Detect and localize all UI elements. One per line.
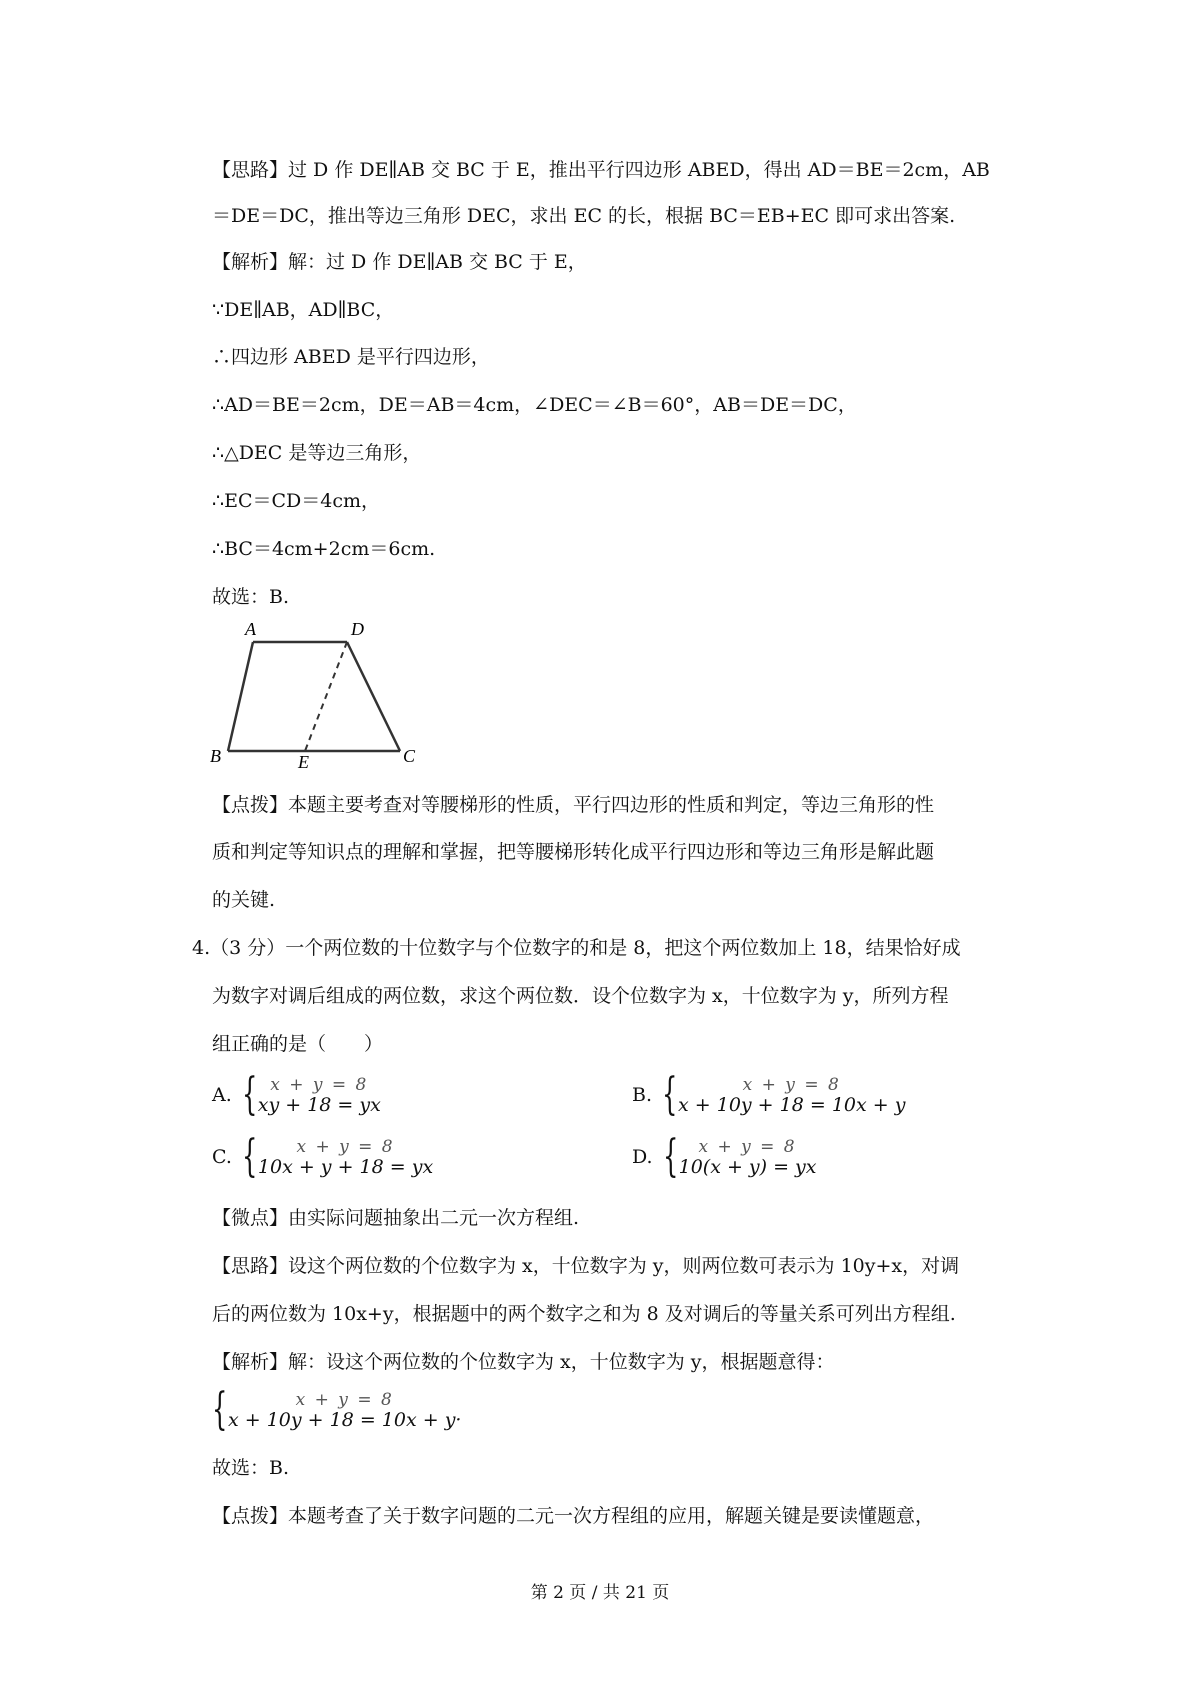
option-c <box>212 1131 434 1182</box>
page-footer: 第 2 页 / 共 21 页 <box>530 1583 670 1603</box>
equation-system <box>241 1069 381 1120</box>
text-line: 【点拨】本题主要考查对等腰梯形的性质，平行四边形的性质和判定，等边三角形的性 <box>212 794 935 816</box>
answer-system <box>212 1384 462 1435</box>
question-line: 为数字对调后组成的两位数，求这个两位数．设个位数字为 x，十位数字为 y，所列方程 <box>212 985 949 1007</box>
text-line: 【思路】过 D 作 DE∥AB 交 BC 于 E，推出平行四边形 ABED，得出 AD＝BE＝2cm，AB <box>212 159 990 181</box>
edge-ab <box>228 642 253 751</box>
option-label: C. <box>212 1146 232 1168</box>
text-line: 故选：B. <box>212 586 290 608</box>
equation-1: x + y = 8 <box>270 1075 369 1095</box>
text-line: ∴AD＝BE＝2cm，DE＝AB＝4cm，∠DEC＝∠B＝60°，AB＝DE＝DC， <box>212 394 857 416</box>
question-line: 组正确的是（ ） <box>212 1033 384 1055</box>
brace-icon: { <box>662 1069 678 1120</box>
text-line: ∵DE∥AB，AD∥BC， <box>212 299 395 321</box>
trapezoid-figure <box>205 620 435 770</box>
equation-system <box>212 1384 462 1435</box>
brace-icon: { <box>241 1131 258 1182</box>
text-line: 质和判定等知识点的理解和掌握，把等腰梯形转化成平行四边形和等边三角形是解此题 <box>212 841 935 863</box>
text-line: 【点拨】本题考查了关于数字问题的二元一次方程组的应用，解题关键是要读懂题意， <box>212 1505 935 1527</box>
option-label: D. <box>632 1146 653 1168</box>
text-line: ∴EC＝CD＝4cm， <box>212 490 381 512</box>
option-a <box>212 1069 381 1120</box>
equation-2: 10x + y + 18 = yx <box>257 1156 434 1178</box>
vertex-label-c: C <box>403 746 416 766</box>
text-line: 【解析】解：设这个两位数的个位数字为 x，十位数字为 y，根据题意得： <box>212 1351 835 1373</box>
vertex-label-d: D <box>351 620 364 639</box>
equation-1: x + y = 8 <box>295 1390 394 1410</box>
text-line: ∴△DEC 是等边三角形， <box>212 442 422 464</box>
vertex-label-e: E <box>298 752 309 770</box>
option-label: B. <box>632 1084 653 1106</box>
text-line: 【解析】解：过 D 作 DE∥AB 交 BC 于 E， <box>212 251 587 273</box>
option-d <box>632 1131 817 1182</box>
question-line: 4.（3 分）一个两位数的十位数字与个位数字的和是 8，把这个两位数加上 18，结果恰好成 <box>192 937 961 959</box>
text-line: 【思路】设这个两位数的个位数字为 x，十位数字为 y，则两位数可表示为 10y+x，对调 <box>212 1255 960 1277</box>
equation-2: x + 10y + 18 = 10x + y <box>678 1094 906 1116</box>
option-b <box>632 1069 906 1120</box>
text-line: 的关键. <box>212 889 276 911</box>
equation-1: x + y = 8 <box>698 1137 797 1157</box>
edge-de-dashed <box>305 642 347 751</box>
vertex-label-b: B <box>210 746 221 766</box>
text-line: 【微点】由实际问题抽象出二元一次方程组. <box>212 1207 580 1229</box>
edge-dc <box>347 642 400 751</box>
brace-icon: { <box>212 1384 228 1435</box>
equation-2: x + 10y + 18 = 10x + y· <box>228 1409 462 1431</box>
text-line: 故选：B. <box>212 1457 290 1479</box>
brace-icon: { <box>241 1069 258 1120</box>
equation-1: x + y = 8 <box>742 1075 841 1095</box>
brace-icon: { <box>662 1131 679 1182</box>
equation-2: xy + 18 = yx <box>257 1094 381 1116</box>
equation-2: 10(x + y) = yx <box>678 1156 817 1178</box>
equation-1: x + y = 8 <box>296 1137 395 1157</box>
text-line: ∴四边形 ABED 是平行四边形， <box>212 346 490 368</box>
equation-system <box>241 1131 434 1182</box>
text-line: ∴BC＝4cm+2cm＝6cm. <box>212 538 436 560</box>
equation-system <box>662 1069 906 1120</box>
option-label: A. <box>212 1084 232 1106</box>
text-line: ＝DE＝DC，推出等边三角形 DEC，求出 EC 的长，根据 BC＝EB+EC 即可求出答案. <box>212 205 956 227</box>
text-line: 后的两位数为 10x+y，根据题中的两个数字之和为 8 及对调后的等量关系可列出方程组. <box>212 1303 956 1325</box>
equation-system <box>662 1131 817 1182</box>
vertex-label-a: A <box>245 620 256 639</box>
